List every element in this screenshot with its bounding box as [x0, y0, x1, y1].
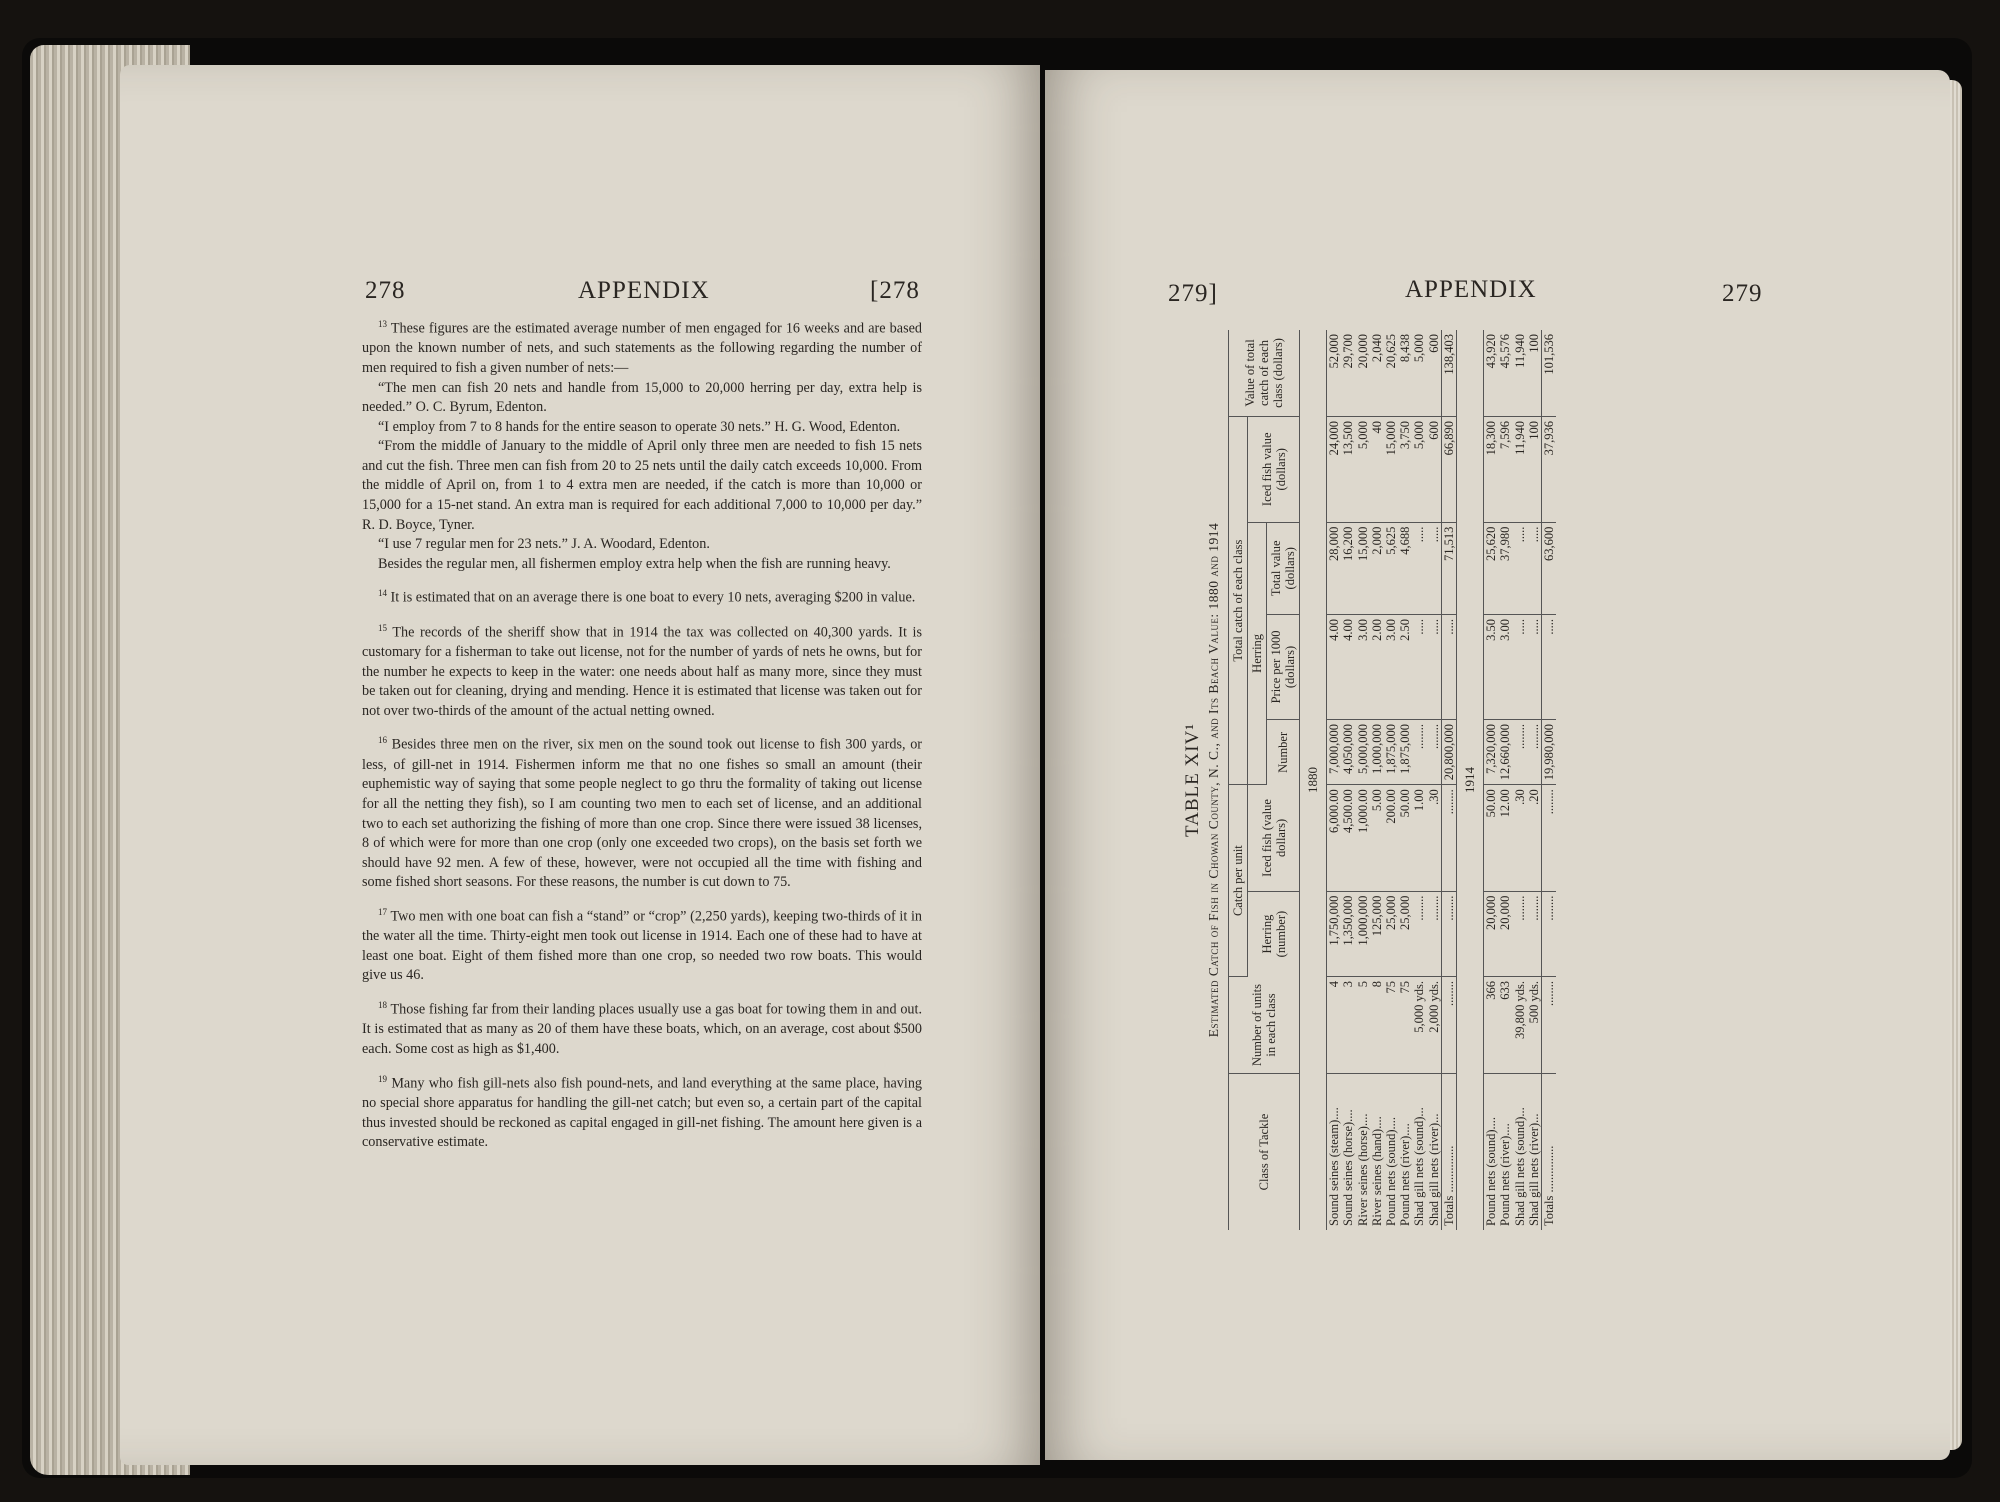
- table-row: [1327, 330, 1342, 1230]
- table-title: TABLE XIV¹: [1182, 723, 1203, 837]
- table-cell: 19,980,000: [1542, 719, 1557, 784]
- header-number: Number: [1267, 719, 1300, 784]
- footnote-mark: 16: [378, 735, 387, 746]
- rotated-table: [1180, 330, 1760, 1230]
- table-cell: 5,000: [1412, 330, 1426, 417]
- table-cell: ........: [1527, 891, 1542, 976]
- table-cell: 43,920: [1484, 330, 1499, 417]
- footnote-text: These figures are the estimated average number of men engaged for 16 weeks and are based upon the known number of nets, and such statements as the following regarding the number of men required to fish a given number of nets:—: [362, 320, 922, 376]
- table-cell: Pound nets (river)....: [1498, 1123, 1513, 1226]
- footnote-paragraph: [362, 584, 922, 608]
- table-cell: .....: [1412, 614, 1426, 719]
- footnote-paragraph: [362, 903, 922, 986]
- footnotes-block: [362, 315, 922, 1153]
- table-cell: ........: [1441, 785, 1456, 891]
- header-iced-fish-total: Iced fish value (dollars): [1248, 417, 1300, 523]
- table-cell: 20,800,000: [1441, 719, 1456, 784]
- table-cell: 3.00: [1356, 614, 1370, 719]
- table-row: [1427, 330, 1442, 1230]
- table-cell: .20: [1527, 785, 1542, 891]
- table-cell: 138,403: [1441, 330, 1456, 417]
- table-cell: ........: [1441, 891, 1456, 976]
- table-year-row: [1457, 330, 1484, 1230]
- header-class-of-tackle: Class of Tackle: [1229, 1074, 1300, 1231]
- table-cell: 18,300: [1484, 417, 1499, 523]
- table-cell: 3.00: [1384, 614, 1398, 719]
- footnote-mark: 18: [378, 1000, 387, 1011]
- table-cell: ........: [1542, 977, 1557, 1074]
- table-cell: 4.00: [1327, 614, 1342, 719]
- table-row: [1542, 330, 1557, 1230]
- table-cell: 37,980: [1498, 522, 1512, 614]
- header-iced-fish-value: Iced fish (value dollars): [1248, 785, 1300, 891]
- table-cell: 11,940: [1513, 330, 1527, 417]
- footnote-paragraph: [362, 619, 922, 722]
- table-cell: ........: [1427, 891, 1442, 976]
- table-year-row: [1300, 330, 1327, 1230]
- footnote-text: “From the middle of January to the middle of April only three men are needed to fish 15 nets and cut the fish. Three men can fish from 20 to 25 nets until the daily catch exceeds 10,000. From the middle of April on, from 1 to 4 extra men are needed, if the catch is more than 10,000 or 15,000 for a 15-net stand. An extra man is required for each additional 7,000 to 10,000 per day.” R. D. Boyce, Tyner.: [362, 438, 922, 533]
- footnote-text: The records of the sheriff show that in 1914 the tax was collected on 40,300 yards. It is customary for a fisherman to take out license, not for the number of yards of nets he owns, but for the number he expects to keep in the water: one needs about half as many more, since they must be taken out for cleaning, drying and mending. Hence it is estimated that license was taken out for not over two-thirds of the amount of the actual netting owned.: [362, 624, 922, 719]
- table-row: [1341, 330, 1355, 1230]
- table-cell: Shad gill nets (river)...: [1526, 1113, 1541, 1226]
- table-cell: 5: [1356, 977, 1370, 1074]
- table-cell: ........: [1527, 719, 1542, 784]
- header-catch-per-unit: Catch per unit: [1229, 785, 1248, 977]
- table-cell: 5,000: [1412, 417, 1426, 523]
- table-cell: 4,500.00: [1341, 785, 1355, 891]
- table-row: [1398, 330, 1412, 1230]
- table-cell: 25,000: [1398, 891, 1412, 976]
- table-cell: River seines (horse)....: [1355, 1113, 1370, 1226]
- right-page-number-bracket: 279]: [1168, 280, 1218, 307]
- table-cell: 50.00: [1484, 785, 1499, 891]
- table-cell: 12,660,000: [1498, 719, 1512, 784]
- table-cell: ........: [1513, 719, 1527, 784]
- footnote-mark: 19: [378, 1073, 387, 1084]
- table-cell: 13,500: [1341, 417, 1355, 523]
- footnote-paragraph: [362, 418, 922, 438]
- table-cell: 5,000: [1356, 417, 1370, 523]
- left-page-number-bracket: [278: [870, 277, 920, 304]
- table-cell: 200.00: [1384, 785, 1398, 891]
- table-cell: .....: [1527, 522, 1542, 614]
- table-row: [1498, 330, 1512, 1230]
- table-cell: 633: [1498, 977, 1512, 1074]
- table-row: [1513, 330, 1527, 1230]
- footnote-paragraph: [362, 996, 922, 1060]
- table-cell: ........: [1412, 891, 1426, 976]
- footnote-text: Besides three men on the river, six men on the sound took out license to fish 300 yards, or less, of gill-net in 1914. Fishermen inform me that no one fishes so small an amount (their euphemistic way of saying that some people neglect to go thru the formality of taking out license for all the netting they fish), so I am counting two men to each set of license, and an additional two to each set authorizing the fishing of more than one crop. Since there were issued 38 licenses, 8 of which were for more than one crop (only one exceeded two crops), on the basis set forth we should have 92 men. A few of these, however, were not occupied all the time with fishing and some fished short seasons. For these reasons, the number is cut down to 75.: [362, 737, 923, 891]
- footnote-text: “I employ from 7 to 8 hands for the entire season to operate 30 nets.” H. G. Wood, Edenton.: [378, 418, 901, 435]
- header-price-per-1000: Price per 1000 (dollars): [1267, 614, 1300, 719]
- table-body: [1300, 330, 1557, 1230]
- footnote-text: “I use 7 regular men for 23 nets.” J. A. Woodard, Edenton.: [378, 536, 710, 553]
- header-value-total-catch: Value of total catch of each class (dollars): [1229, 330, 1300, 417]
- right-running-head: APPENDIX: [1405, 276, 1537, 303]
- table-cell: 24,000: [1327, 417, 1342, 523]
- table-cell: 100: [1527, 330, 1542, 417]
- table-cell: 7,320,000: [1484, 719, 1499, 784]
- footnote-mark: 17: [378, 906, 387, 917]
- table-cell: 50.00: [1398, 785, 1412, 891]
- table-cell: Totals ...............: [1542, 1074, 1557, 1231]
- footnote-text: Those fishing far from their landing places usually use a gas boat for towing them in and out. It is estimated that as many as 20 of them have these boats, which, on an average, cost about $500 each. Some cost as high as $1,400.: [362, 1001, 922, 1057]
- table-cell: ........: [1542, 785, 1557, 891]
- footnote-mark: 15: [378, 622, 387, 633]
- left-running-head: APPENDIX: [578, 277, 710, 304]
- table-row: [1370, 330, 1384, 1230]
- table-cell: 4: [1327, 977, 1342, 1074]
- table-cell: 29,700: [1341, 330, 1355, 417]
- table-cell: 12.00: [1498, 785, 1512, 891]
- footnote-text: “The men can fish 20 nets and handle from 15,000 to 20,000 herring per day, extra help is needed.” O. C. Byrum, Edenton.: [362, 379, 922, 416]
- table-cell: 600: [1427, 330, 1442, 417]
- table-cell: 5,000,000: [1356, 719, 1370, 784]
- footnote-paragraph: [362, 1070, 922, 1153]
- table-cell: 39,800 yds.: [1513, 977, 1527, 1074]
- table-cell: 1,875,000: [1384, 719, 1398, 784]
- table-cell: 1,350,000: [1341, 891, 1355, 976]
- table-cell: 2.50: [1398, 614, 1412, 719]
- footnote-paragraph: [362, 535, 922, 555]
- catch-table: [1228, 330, 1556, 1230]
- table-cell: .....: [1513, 522, 1527, 614]
- table-cell: Totals ...............: [1441, 1074, 1456, 1231]
- table-cell: 3.00: [1498, 614, 1512, 719]
- table-cell: 63,600: [1542, 522, 1557, 614]
- table-cell: .....: [1527, 614, 1542, 719]
- table-cell: 2,000 yds.: [1427, 977, 1442, 1074]
- table-cell: ........: [1441, 977, 1456, 1074]
- table-cell: Shad gill nets (river)...: [1426, 1113, 1441, 1226]
- table-cell: 8,438: [1398, 330, 1412, 417]
- table-cell: .....: [1513, 614, 1527, 719]
- table-row: [1356, 330, 1370, 1230]
- table-cell: 500 yds.: [1527, 977, 1542, 1074]
- table-cell: Sound seines (horse)....: [1341, 1109, 1356, 1226]
- table-cell: 1,000.00: [1356, 785, 1370, 891]
- table-cell: 15,000: [1384, 417, 1398, 523]
- footnote-paragraph: [362, 731, 922, 892]
- table-cell: 600: [1427, 417, 1442, 523]
- table-cell: 4,050,000: [1341, 719, 1355, 784]
- table-cell: Pound nets (river)....: [1398, 1123, 1413, 1226]
- footnote-paragraph: [362, 379, 922, 418]
- table-cell: 20,000: [1498, 891, 1512, 976]
- table-cell: 52,000: [1327, 330, 1342, 417]
- table-cell: 6,000.00: [1327, 785, 1342, 891]
- table-cell: 75: [1384, 977, 1398, 1074]
- footnote-paragraph: [362, 315, 922, 379]
- table-cell: 20,000: [1484, 891, 1499, 976]
- table-year-label: 1880: [1300, 330, 1327, 1230]
- table-cell: Pound nets (sound)....: [1484, 1116, 1499, 1226]
- table-cell: 15,000: [1356, 522, 1370, 614]
- table-cell: 37,936: [1542, 417, 1557, 523]
- table-cell: 8: [1370, 977, 1384, 1074]
- table-cell: 100: [1527, 417, 1542, 523]
- table-cell: 1,000,000: [1370, 719, 1384, 784]
- table-cell: 1,875,000: [1398, 719, 1412, 784]
- table-cell: 1.00: [1412, 785, 1426, 891]
- table-row: [1384, 330, 1398, 1230]
- header-units: Number of units in each class: [1229, 977, 1300, 1074]
- table-cell: 66,890: [1441, 417, 1456, 523]
- table-cell: ........: [1412, 719, 1426, 784]
- table-cell: 28,000: [1327, 522, 1342, 614]
- table-cell: 4.00: [1341, 614, 1355, 719]
- table-cell: River seines (hand)....: [1369, 1116, 1384, 1226]
- table-cell: .....: [1427, 614, 1442, 719]
- table-cell: 366: [1484, 977, 1499, 1074]
- table-cell: 4,688: [1398, 522, 1412, 614]
- footnote-paragraph: [362, 437, 922, 535]
- header-herring: Herring: [1248, 522, 1267, 785]
- table-cell: 2.00: [1370, 614, 1384, 719]
- header-herring-number: Herring (number): [1248, 891, 1300, 976]
- table-cell: .30: [1427, 785, 1442, 891]
- table-row: [1412, 330, 1426, 1230]
- table-cell: 16,200: [1341, 522, 1355, 614]
- table-cell: 2,040: [1370, 330, 1384, 417]
- table-cell: 40: [1370, 417, 1384, 523]
- footnote-text: Two men with one boat can fish a “stand” or “crop” (2,250 yards), keeping two-thirds of it in the water all the time. Thirty-eight men took out license in 1914. Each one of these had to have at least one boat. Eight of them fished more than one crop, so needed two row boats. This would give us 46.: [362, 908, 922, 984]
- table-cell: 101,536: [1542, 330, 1557, 417]
- table-cell: 3.50: [1484, 614, 1499, 719]
- table-cell: Sound seines (steam)....: [1327, 1107, 1342, 1226]
- table-cell: 125,000: [1370, 891, 1384, 976]
- table-subtitle: Estimated Catch of Fish in Chowan County, N. C., and Its Beach Value: 1880 and 1914: [1206, 522, 1221, 1038]
- table-year-label: 1914: [1457, 330, 1484, 1230]
- table-cell: .30: [1513, 785, 1527, 891]
- table-cell: 5,625: [1384, 522, 1398, 614]
- table-row: [1527, 330, 1542, 1230]
- footnote-text: Besides the regular men, all fishermen employ extra help when the fish are running heavy.: [378, 555, 891, 572]
- table-cell: ........: [1542, 891, 1557, 976]
- table-cell: .....: [1412, 522, 1426, 614]
- table-cell: Shad gill nets (sound)...: [1512, 1107, 1527, 1226]
- table-cell: .....: [1441, 614, 1456, 719]
- table-cell: 3: [1341, 977, 1355, 1074]
- table-cell: 20,000: [1356, 330, 1370, 417]
- table-cell: 75: [1398, 977, 1412, 1074]
- table-cell: Pound nets (sound)....: [1384, 1116, 1399, 1226]
- footnote-paragraph: [362, 555, 922, 575]
- footnote-text: It is estimated that on an average there is one boat to every 10 nets, averaging $200 in value.: [390, 590, 916, 607]
- table-cell: 7,000,000: [1327, 719, 1342, 784]
- table-cell: 20,625: [1384, 330, 1398, 417]
- header-total-catch: Total catch of each class: [1229, 417, 1248, 785]
- table-cell: 25,620: [1484, 522, 1499, 614]
- header-total-value: Total value (dollars): [1267, 522, 1300, 614]
- table-cell: 45,576: [1498, 330, 1512, 417]
- table-cell: ........: [1427, 719, 1442, 784]
- table-row: [1484, 330, 1499, 1230]
- table-cell: 3,750: [1398, 417, 1412, 523]
- table-cell: 11,940: [1513, 417, 1527, 523]
- table-cell: 7,596: [1498, 417, 1512, 523]
- table-cell: 5,000 yds.: [1412, 977, 1426, 1074]
- footnote-mark: 14: [378, 588, 387, 599]
- table-cell: .....: [1542, 614, 1557, 719]
- table-cell: 25,000: [1384, 891, 1398, 976]
- right-page-number: 279: [1722, 280, 1763, 307]
- footnote-text: Many who fish gill-nets also fish pound-nets, and land everything at the same place, having no special shore apparatus for handling the gill-net catch; but even so, a certain part of the capital thus invested should be reckoned as capital engaged in gill-net fishing. The amount here given is a conservative estimate.: [362, 1075, 923, 1151]
- table-cell: 1,750,000: [1327, 891, 1342, 976]
- footnote-mark: 13: [378, 319, 387, 329]
- table-row: [1441, 330, 1456, 1230]
- table-cell: 5.00: [1370, 785, 1384, 891]
- table-cell: 71,513: [1441, 522, 1456, 614]
- left-page-number: 278: [365, 277, 406, 304]
- table-cell: 1,000,000: [1356, 891, 1370, 976]
- table-cell: .....: [1427, 522, 1442, 614]
- table-cell: ........: [1513, 891, 1527, 976]
- table-cell: Shad gill nets (sound)...: [1412, 1107, 1427, 1226]
- table-cell: 2,000: [1370, 522, 1384, 614]
